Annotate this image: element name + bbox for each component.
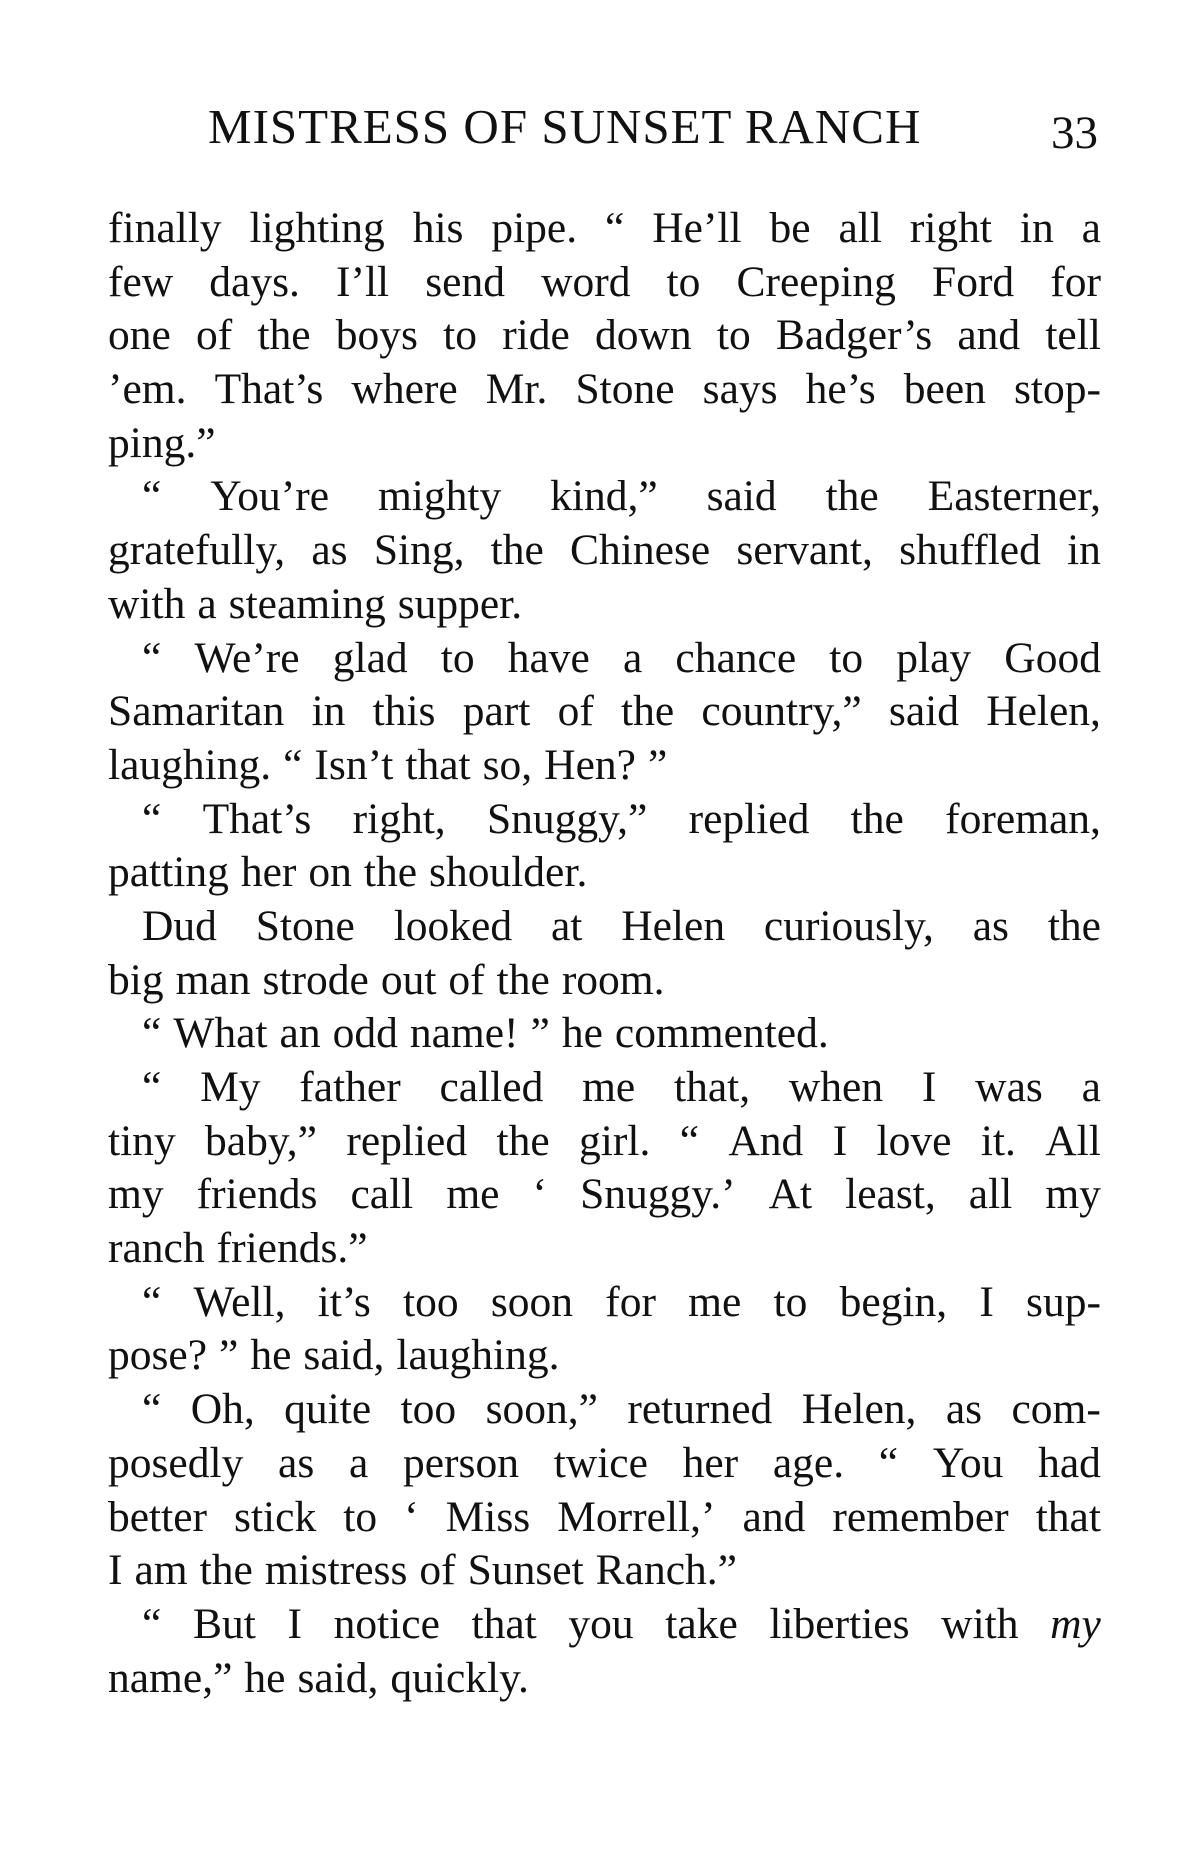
- text-line: [108, 1276, 1101, 1330]
- word: said,: [303, 1331, 385, 1380]
- word: Good: [1004, 633, 1101, 682]
- word: too: [400, 1385, 457, 1434]
- word: Morrell,’: [557, 1492, 716, 1541]
- word: where: [351, 365, 458, 414]
- word: a: [622, 633, 643, 682]
- word: of: [448, 955, 485, 1004]
- word: Mr.: [485, 365, 548, 414]
- word: my: [1045, 1170, 1101, 1219]
- word: take: [665, 1599, 738, 1648]
- word: called: [439, 1063, 544, 1111]
- word: all: [838, 204, 882, 252]
- word: on: [308, 848, 352, 897]
- word: friends: [196, 1170, 318, 1219]
- word: finally: [108, 204, 222, 252]
- word: That’s: [214, 365, 324, 414]
- word: and: [742, 1492, 806, 1541]
- word: Snuggy,”: [486, 794, 648, 843]
- word: “: [142, 633, 162, 682]
- word: Sunset: [467, 1546, 584, 1595]
- word: But: [192, 1599, 256, 1648]
- text-line: [108, 470, 1101, 524]
- text-line: [108, 1652, 1101, 1706]
- word: the: [490, 526, 544, 575]
- text-line: [108, 1383, 1101, 1437]
- word: quickly.: [390, 1653, 529, 1702]
- word: I’ll: [336, 257, 390, 306]
- word: ”: [530, 1009, 550, 1058]
- word: odd: [332, 1009, 398, 1058]
- word: that: [405, 740, 471, 789]
- word: twice: [553, 1438, 648, 1487]
- word: kind,”: [550, 472, 658, 521]
- word: “: [142, 1009, 162, 1058]
- word: part: [462, 687, 531, 736]
- word: “: [142, 1063, 162, 1111]
- word: Chinese: [570, 526, 711, 575]
- word: pose?: [108, 1331, 208, 1380]
- word: am: [134, 1546, 188, 1595]
- word: Ford: [932, 257, 1015, 306]
- word: so,: [482, 740, 533, 789]
- word: that: [471, 1599, 537, 1648]
- word: servant,: [736, 526, 873, 575]
- word: pipe.: [491, 204, 578, 252]
- word: said: [888, 687, 959, 736]
- page-number: 33: [1051, 107, 1098, 159]
- word: in: [1067, 526, 1101, 575]
- word: ping.”: [108, 418, 216, 467]
- word: says: [702, 365, 778, 414]
- word: to: [343, 1492, 378, 1541]
- italic-word: my: [1050, 1599, 1101, 1648]
- text-line: [108, 256, 1101, 310]
- word: Easterner,: [927, 472, 1101, 521]
- word: And: [728, 1116, 804, 1165]
- word: it.: [980, 1116, 1016, 1165]
- word: returned: [627, 1385, 773, 1434]
- word: ”: [219, 1331, 239, 1380]
- word: the: [1047, 901, 1101, 950]
- word: age.: [772, 1438, 845, 1487]
- word: commented.: [614, 1009, 829, 1058]
- text-line: [108, 1598, 1101, 1652]
- text-line: [108, 793, 1101, 847]
- word: her: [682, 1438, 739, 1487]
- word: At: [768, 1170, 813, 1219]
- word: soon: [490, 1277, 574, 1326]
- word: posedly: [108, 1438, 244, 1487]
- word: in: [311, 687, 346, 736]
- word: Ranch.”: [595, 1546, 737, 1595]
- word: quite: [284, 1385, 372, 1434]
- word: call: [350, 1170, 414, 1219]
- text-line: [108, 202, 1101, 256]
- word: I: [108, 1546, 123, 1595]
- word: too: [403, 1277, 459, 1326]
- word: to: [829, 633, 864, 682]
- word: room.: [561, 955, 665, 1004]
- word: and: [957, 311, 1021, 360]
- word: this: [372, 687, 436, 736]
- word: name!: [409, 1009, 519, 1058]
- word: friends.”: [216, 1224, 368, 1273]
- word: a: [197, 579, 217, 628]
- word: a: [1081, 204, 1101, 252]
- word: few: [108, 257, 174, 306]
- word: I: [287, 1599, 302, 1648]
- word: soon,”: [485, 1385, 598, 1434]
- word: a: [1081, 1063, 1101, 1111]
- word: least,: [845, 1170, 936, 1219]
- word: “: [142, 1599, 162, 1648]
- word: with: [941, 1599, 1019, 1648]
- word: “: [679, 1116, 700, 1165]
- word: looked: [393, 901, 513, 950]
- word: replied: [688, 794, 810, 843]
- word: ride: [502, 311, 570, 360]
- text-line: [108, 417, 1101, 471]
- word: notice: [333, 1599, 440, 1648]
- word: steaming: [228, 579, 386, 628]
- text-line: [108, 739, 1101, 793]
- word: as: [945, 1385, 983, 1434]
- word: word: [541, 257, 631, 306]
- word: stop-: [1014, 365, 1101, 414]
- word: her: [240, 848, 297, 897]
- word: a: [348, 1438, 369, 1487]
- word: That’s: [202, 794, 312, 843]
- word: He’ll: [652, 204, 742, 252]
- word: ‘: [404, 1492, 419, 1541]
- text-line: [108, 632, 1101, 686]
- word: stick: [234, 1492, 317, 1541]
- word: Helen,: [801, 1385, 917, 1434]
- word: me: [688, 1277, 742, 1326]
- word: ‘: [532, 1170, 548, 1219]
- word: Well,: [193, 1277, 286, 1326]
- word: ”: [647, 740, 668, 789]
- word: the: [199, 1546, 253, 1595]
- word: Isn’t: [314, 740, 394, 789]
- text-line: [108, 309, 1101, 363]
- word: in: [1019, 204, 1054, 252]
- text-line: [108, 1115, 1101, 1169]
- word: country,”: [701, 687, 862, 736]
- word: the: [496, 1116, 550, 1165]
- word: Miss: [445, 1492, 531, 1541]
- word: com-: [1011, 1385, 1101, 1434]
- word: strode: [262, 955, 369, 1004]
- page-header: [108, 98, 1098, 158]
- word: liberties: [769, 1599, 910, 1648]
- word: the: [363, 848, 418, 897]
- text-line: [108, 1491, 1101, 1545]
- word: of: [419, 1546, 456, 1595]
- word: right,: [352, 794, 446, 843]
- word: that,: [674, 1063, 751, 1111]
- word: with: [108, 579, 186, 628]
- word: when: [788, 1063, 884, 1111]
- word: replied: [346, 1116, 468, 1165]
- word: have: [507, 633, 590, 682]
- word: You’re: [210, 472, 330, 521]
- word: sup-: [1026, 1277, 1101, 1326]
- word: my: [108, 1170, 164, 1219]
- text-line: [108, 1329, 1101, 1383]
- word: ’em.: [108, 365, 187, 414]
- word: “: [142, 472, 162, 521]
- word: girl.: [579, 1116, 651, 1165]
- word: Creeping: [736, 257, 896, 306]
- word: “: [878, 1438, 899, 1487]
- word: I: [979, 1277, 994, 1326]
- word: the: [850, 794, 904, 843]
- word: laughing.: [108, 740, 272, 789]
- word: to: [666, 257, 701, 306]
- word: to: [440, 633, 475, 682]
- word: glad: [332, 633, 408, 682]
- word: Sing,: [373, 526, 465, 575]
- text-line: [108, 1222, 1101, 1276]
- text-line: [108, 1168, 1101, 1222]
- word: he’s: [805, 365, 876, 414]
- word: All: [1045, 1116, 1101, 1165]
- word: gratefully,: [108, 526, 286, 575]
- word: tell: [1045, 311, 1101, 360]
- word: Stone: [575, 365, 675, 414]
- word: “: [142, 794, 162, 843]
- word: down: [595, 311, 692, 360]
- word: been: [903, 365, 986, 414]
- text-line: [108, 363, 1101, 417]
- word: as: [972, 901, 1009, 950]
- word: name,”: [108, 1653, 233, 1702]
- word: me: [582, 1063, 636, 1111]
- word: had: [1038, 1438, 1101, 1487]
- word: mighty: [377, 472, 502, 521]
- word: shuffled: [899, 526, 1041, 575]
- text-line: [108, 954, 1101, 1008]
- word: me: [446, 1170, 500, 1219]
- word: as: [311, 526, 348, 575]
- word: father: [299, 1063, 401, 1111]
- word: as: [278, 1438, 315, 1487]
- word: Helen,: [986, 687, 1101, 736]
- word: You: [932, 1438, 1004, 1487]
- word: I: [921, 1063, 937, 1111]
- text-line: [108, 524, 1101, 578]
- word: Stone: [255, 901, 355, 950]
- word: out: [380, 955, 437, 1004]
- word: mistress: [264, 1546, 408, 1595]
- word: laughing.: [396, 1331, 560, 1380]
- word: remember: [832, 1492, 1009, 1541]
- word: right: [909, 204, 992, 252]
- body-text: [108, 202, 1101, 1705]
- text-line: [108, 1544, 1101, 1598]
- word: he: [244, 1653, 286, 1702]
- word: the: [257, 311, 311, 360]
- word: days.: [209, 257, 300, 306]
- word: his: [412, 204, 464, 252]
- word: better: [108, 1492, 208, 1541]
- word: at: [550, 901, 583, 950]
- word: all: [968, 1170, 1013, 1219]
- word: of: [196, 311, 233, 360]
- word: love: [876, 1116, 952, 1165]
- word: you: [568, 1599, 634, 1648]
- text-line: [108, 900, 1101, 954]
- word: of: [557, 687, 594, 736]
- text-line: [108, 1007, 1101, 1061]
- word: he: [250, 1331, 292, 1380]
- word: person: [403, 1438, 519, 1487]
- word: said: [706, 472, 777, 521]
- text-line: [108, 1437, 1101, 1491]
- word: the: [621, 687, 675, 736]
- word: Oh,: [190, 1385, 255, 1434]
- word: I: [832, 1116, 848, 1165]
- word: man: [175, 955, 251, 1004]
- word: begin,: [839, 1277, 948, 1326]
- word: be: [769, 204, 811, 252]
- word: Hen?: [544, 740, 636, 789]
- text-line: [108, 685, 1101, 739]
- word: send: [425, 257, 505, 306]
- word: foreman,: [945, 794, 1101, 843]
- word: Snuggy.’: [580, 1170, 736, 1219]
- text-line: [108, 578, 1101, 632]
- word: tiny: [108, 1116, 176, 1165]
- text-line: [108, 1061, 1101, 1115]
- word: “: [142, 1385, 162, 1434]
- word: was: [975, 1063, 1043, 1111]
- word: the: [825, 472, 879, 521]
- word: “: [605, 204, 625, 252]
- word: big: [108, 955, 164, 1004]
- word: play: [896, 633, 972, 682]
- word: curiously,: [763, 901, 934, 950]
- word: baby,”: [205, 1116, 317, 1165]
- word: that: [1035, 1492, 1101, 1541]
- word: Helen: [621, 901, 726, 950]
- word: Dud: [142, 901, 217, 950]
- word: boys: [335, 311, 418, 360]
- word: What: [173, 1009, 268, 1058]
- word: “: [142, 1277, 162, 1326]
- word: My: [200, 1063, 261, 1111]
- word: “: [283, 740, 303, 789]
- word: ranch: [108, 1224, 205, 1273]
- word: supper.: [397, 579, 523, 628]
- word: for: [1050, 257, 1101, 306]
- word: to: [443, 311, 477, 360]
- word: lighting: [249, 204, 385, 252]
- word: We’re: [194, 633, 300, 682]
- word: Samaritan: [108, 687, 285, 736]
- word: for: [605, 1277, 656, 1326]
- word: the: [496, 955, 550, 1004]
- text-line: [108, 846, 1101, 900]
- running-title: MISTRESS OF SUNSET RANCH: [208, 99, 922, 154]
- word: Badger’s: [775, 311, 933, 360]
- word: to: [773, 1277, 808, 1326]
- word: one: [108, 311, 171, 360]
- word: said,: [297, 1653, 379, 1702]
- word: chance: [675, 633, 797, 682]
- word: he: [561, 1009, 603, 1058]
- word: to: [716, 311, 751, 360]
- word: patting: [108, 848, 229, 897]
- word: it’s: [317, 1277, 371, 1326]
- word: shoulder.: [429, 848, 588, 897]
- word: an: [279, 1009, 321, 1058]
